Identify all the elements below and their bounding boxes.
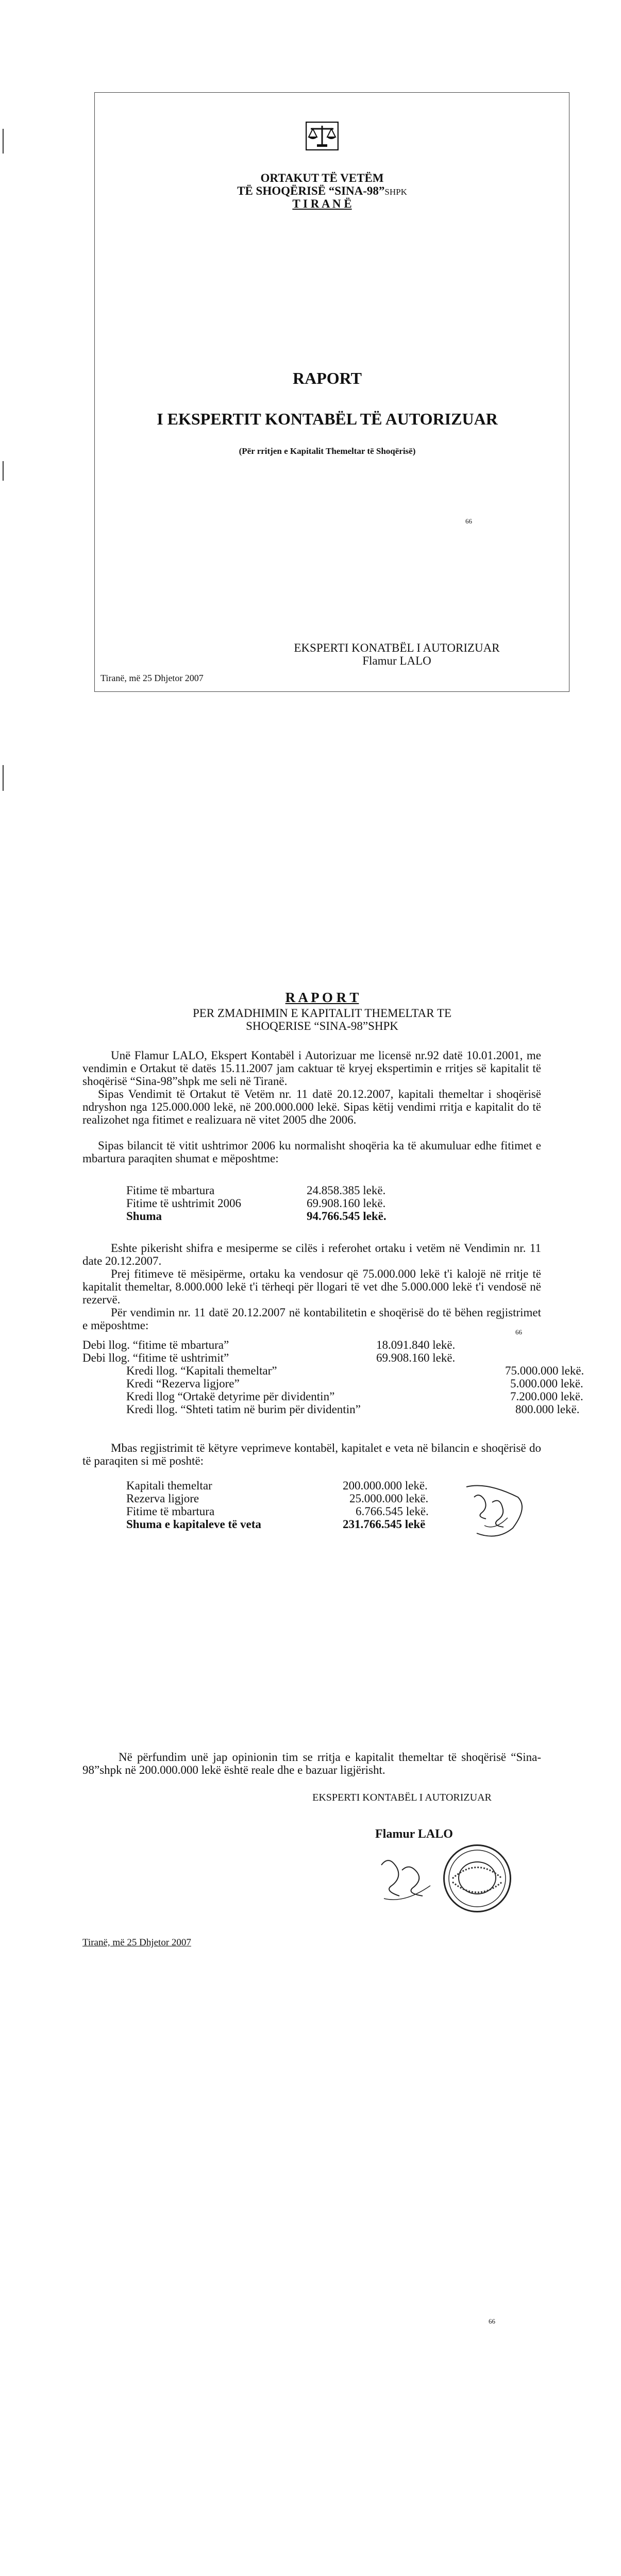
entry-debit: 69.908.160 lekë. — [376, 1351, 456, 1364]
entry-label: Kredi llog. “Shteti tatim në burim për dividentin” — [126, 1403, 361, 1416]
entry-label: Kredi llog. “Kapitali themeltar” — [126, 1364, 277, 1377]
capital-label: Kapitali themeltar — [126, 1479, 212, 1492]
company-line2-main: TË SHOQËRISË “SINA-98” — [237, 184, 385, 197]
report-paragraph-5: Prej fitimeve të mësipërme, ortaku ka vendosur që 75.000.000 lekë t'i kalojë në rritje të kapitalit themeltar, 8.000.000 lekë t'i tërheqi për llogari të vet dhe 5.000.000 lekë t'i vendosë në rezervë. — [82, 1267, 541, 1306]
cover-subtitle: (Për rritjen e Kapitalit Themeltar të Shoqërisë) — [239, 446, 416, 456]
scan-mark — [3, 129, 4, 154]
report-paragraph-6: Për vendimin nr. 11 datë 20.12.2007 në kontabilitetin e shoqërisë do të bëhen regjistrimet e mëposhtme: — [82, 1306, 541, 1332]
report-paragraph-4: Eshte pikerisht shifra e mesiperme se cilës i referohet ortaku i vetëm në Vendimin nr. 11 date 20.12.2007. — [82, 1242, 541, 1267]
company-line2-suffix: SHPK — [384, 187, 407, 197]
cover-city: T I R A N Ë — [292, 197, 352, 210]
entry-label: Debi llog. “fitime të ushtrimit” — [82, 1351, 229, 1364]
seal-stamp-icon — [443, 1844, 511, 1912]
cover-expert-name: Flamur LALO — [362, 654, 431, 667]
entry-credit: 800.000 lekë. — [515, 1403, 580, 1416]
signature-icon — [456, 1477, 533, 1544]
entry-credit: 7.200.000 lekë. — [510, 1390, 583, 1403]
report-paragraph-7: Mbas regjistrimit të këtyre veprimeve kontabël, kapitalet e veta në bilancin e shoqërisë do të paraqiten si më poshtë: — [82, 1442, 541, 1467]
entry-label: Kredi llog “Ortakë detyrime për dividentin” — [126, 1390, 335, 1403]
entry-label: Kredi “Rezerva ligjore” — [126, 1377, 240, 1390]
cover-place-date: Tiranë, më 25 Dhjetor 2007 — [100, 673, 204, 683]
capital-value: 25.000.000 lekë. — [349, 1492, 429, 1505]
cover-expert-title: EKSPERTI KONATBËL I AUTORIZUAR — [294, 641, 500, 654]
scan-mark — [3, 765, 4, 791]
report-heading-1: PER ZMADHIMIN E KAPITALIT THEMELTAR TE — [192, 1007, 452, 1020]
profit-summary — [0, 1184, 621, 1225]
signature-icon — [374, 1850, 441, 1906]
conclusion-expert-name: Flamur LALO — [375, 1827, 453, 1841]
report-paragraph-3: Sipas bilancit të vitit ushtrimor 2006 ku normalisht shoqëria ka të akumuluar edhe fitimet e mbartura paraqiten shumat e mëposhtme: — [82, 1139, 541, 1165]
report-paragraph-1: Unë Flamur LALO, Ekspert Kontabël i Autorizuar me licensë nr.92 datë 10.01.2001, me vendimin e Ortakut të datës 15.11.2007 jam caktuar të kryej ekspertimin e rritjes së kapitalit të shoqërisë “Sina-98”shpk me seli në Tiranë. — [82, 1049, 541, 1088]
profit-label: Fitime të ushtrimit 2006 — [126, 1197, 241, 1210]
cover-title-2: I EKSPERTIT KONTABËL TË AUTORIZUAR — [157, 410, 498, 428]
entry-credit: 5.000.000 lekë. — [510, 1377, 583, 1390]
report-title: R A P O R T — [285, 990, 359, 1005]
profit-value: 94.766.545 lekë. — [307, 1210, 387, 1223]
capital-value: 6.766.545 lekë. — [356, 1505, 429, 1518]
profit-label: Fitime të mbartura — [126, 1184, 215, 1197]
conclusion-place-date: Tiranë, më 25 Dhjetor 2007 — [82, 1937, 191, 1948]
scan-mark — [3, 461, 4, 481]
scales-logo-icon — [306, 122, 339, 150]
conclusion-paragraph: Në përfundim unë jap opinionin tim se rritja e kapitalit themeltar të shoqërisë “Sina-98”shpk në 200.000.000 lekë është reale dhe e bazuar ligjërisht. — [82, 1751, 541, 1776]
accounting-entries — [0, 1338, 621, 1418]
capital-label: Rezerva ligjore — [126, 1492, 199, 1505]
conclusion-expert-title: EKSPERTI KONTABËL I AUTORIZUAR — [312, 1792, 492, 1803]
report-heading-2: SHOQERISE “SINA-98”SHPK — [246, 1020, 398, 1032]
capital-value: 231.766.545 lekë — [343, 1518, 426, 1531]
report-paragraph-2: Sipas Vendimit të Ortakut të Vetëm nr. 11 datë 20.12.2007, kapitali themeltar i shoqërisë ndryshon nga 125.000.000 lekë, në 200.000.000 lekë. Sipas këtij vendimi rritja e kapitalit do të realizohet nga fitimet e realizuara në vitet 2005 dhe 2006. — [82, 1088, 541, 1126]
entry-label: Debi llog. “fitime të mbartura” — [82, 1338, 229, 1351]
company-line2 — [206, 184, 438, 198]
small-mark: 66 — [465, 517, 472, 525]
profit-value: 69.908.160 lekë. — [307, 1197, 386, 1210]
entry-credit: 75.000.000 lekë. — [505, 1364, 584, 1377]
profit-label: Shuma — [126, 1210, 162, 1223]
capital-label: Fitime të mbartura — [126, 1505, 215, 1518]
company-line1: ORTAKUT TË VETËM — [260, 172, 384, 184]
cover-title: RAPORT — [293, 369, 362, 387]
entry-debit: 18.091.840 lekë. — [376, 1338, 456, 1351]
capital-value: 200.000.000 lekë. — [343, 1479, 428, 1492]
small-mark: 66 — [515, 1328, 522, 1336]
profit-value: 24.858.385 lekë. — [307, 1184, 386, 1197]
small-mark: 66 — [489, 2317, 495, 2325]
capital-label: Shuma e kapitaleve të veta — [126, 1518, 261, 1531]
